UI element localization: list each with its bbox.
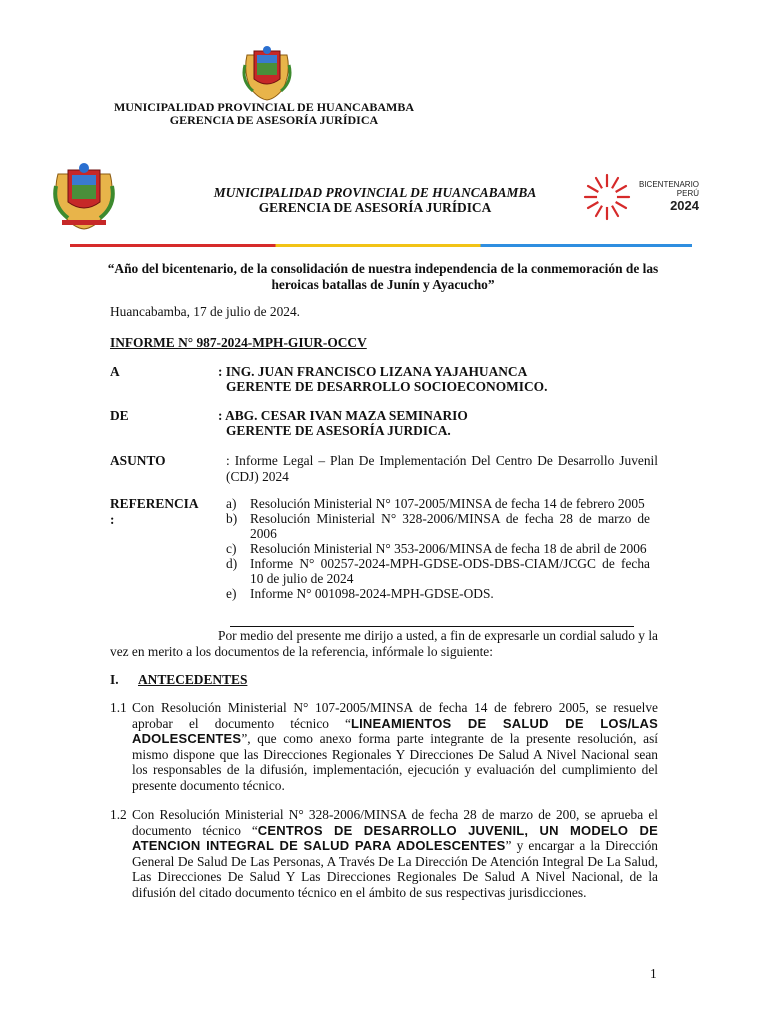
reference-item (226, 511, 650, 541)
reference-text: Resolución Ministerial N° 353-2006/MINSA de fecha 18 de abril de 2006 (250, 541, 647, 556)
item-text-pre: Con Resolución Ministerial N° 328-2006/MINSA de fecha 28 de marzo de 200, se aprueba el documento técnico “ (132, 807, 658, 838)
reference-text: Informe N° 00257-2024-MPH-GDSE-ODS-DBS-CIAM/JCGC de fecha 10 de julio de 2024 (250, 556, 650, 586)
reference-text: Resolución Ministerial N° 107-2005/MINSA de fecha 14 de febrero 2005 (250, 496, 645, 511)
header-main-line2: GERENCIA DE ASESORÍA JURÍDICA (258, 200, 492, 215)
reference-mark: d) (226, 556, 238, 571)
header-small-line2: GERENCIA DE ASESORÍA JURÍDICA (169, 113, 379, 127)
to-name: : ING. JUAN FRANCISCO LIZANA YAJAHUANCA (218, 364, 528, 379)
bicentenario-year: 2024 (670, 198, 699, 213)
reference-mark: b) (226, 511, 238, 526)
header-main-line1: MUNICIPALIDAD PROVINCIAL DE HUANCABAMBA (213, 185, 537, 200)
place-date: Huancabamba, 17 de julio de 2024. (110, 304, 301, 319)
from-name: : ABG. CESAR IVAN MAZA SEMINARIO (218, 408, 468, 423)
report-number: INFORME N° 987-2024-MPH-GIUR-OCCV (110, 335, 367, 350)
municipal-crest-large (52, 162, 116, 230)
reference-mark: e) (226, 586, 237, 601)
item-1-2 (110, 807, 658, 900)
bicentenario-logo (583, 172, 703, 222)
reference-label-colon: : (110, 512, 115, 527)
section-title: ANTECEDENTES (138, 672, 248, 687)
section-heading (110, 672, 247, 688)
item-number: 1.2 (110, 807, 127, 822)
to-label: A (110, 364, 120, 379)
reference-label-text: REFERENCIA (110, 496, 199, 511)
header-small-text (0, 101, 528, 127)
reference-item (226, 496, 650, 511)
item-text-post: ”, que como anexo forma parte integrante de la presente resolución, así mismo dispone que las Direcciones Regionales Y Direcciones De Salud A Nivel Nacional sean los responsables de la difusión, implementación, ejecución y evaluación del cumplimiento del presente documento técnico. (132, 731, 658, 793)
bicentenario-line1: BICENTENARIO (639, 180, 700, 189)
tricolor-divider (70, 244, 692, 247)
municipal-crest-small (241, 45, 293, 101)
subject-label: ASUNTO (110, 453, 166, 468)
reference-item (226, 556, 650, 586)
item-text-pre: Con Resolución Ministerial N° 107-2005/MINSA de fecha 14 de febrero 2005, se resuelve aprobar el documento técnico “ (132, 700, 658, 731)
reference-mark: a) (226, 496, 237, 511)
reference-item (226, 586, 650, 601)
from-position: GERENTE DE ASESORÍA JURDICA. (226, 423, 451, 438)
reference-item (226, 541, 650, 556)
bicentenario-line2: PERÚ (676, 189, 699, 198)
to-position: GERENTE DE DESARROLLO SOCIOECONOMICO. (226, 379, 548, 394)
reference-text: Informe N° 001098-2024-MPH-GDSE-ODS. (250, 586, 494, 601)
reference-label (110, 496, 199, 528)
reference-mark: c) (226, 541, 237, 556)
reference-text: Resolución Ministerial N° 328-2006/MINSA de fecha 28 de marzo de 2006 (250, 511, 650, 541)
item-text-post: ” y encargar a la Dirección General De Salud De Las Personas, A Través De La Dirección De Atención Integral De La Salud, Las Direcciones De Salud Y Las Direcciones Regionales De Salud A Nivel Nacional, de la difusión del citado documento técnico en el ámbito de sus respectivas jurisdicciones. (132, 838, 658, 900)
header-main-text (170, 185, 580, 215)
page-number: 1 (650, 966, 657, 981)
reference-list (226, 496, 650, 601)
item-1-1 (110, 700, 658, 793)
item-text-emphasis: LINEAMIENTOS DE SALUD DE LOS/LAS ADOLESCENTES (132, 715, 658, 746)
from-label: DE (110, 408, 129, 423)
item-text-emphasis: CENTROS DE DESARROLLO JUVENIL, UN MODELO DE ATENCION INTEGRAL DE SALUD PARA ADOLESCENTES (132, 822, 658, 853)
separator-line (230, 626, 634, 627)
subject-text: : Informe Legal – Plan De Implementación Del Centro De Desarrollo Juvenil (CDJ) 2024 (226, 453, 658, 484)
section-number: I. (110, 672, 119, 687)
header-small-line1: MUNICIPALIDAD PROVINCIAL DE HUANCABAMBA (113, 100, 415, 114)
intro-paragraph: Por medio del presente me dirijo a usted, a fin de expresarle un cordial saludo y la vez en merito a los documentos de la referencia, infórmale lo siguiente: (110, 628, 658, 659)
item-number: 1.1 (110, 700, 127, 715)
year-motto: “Año del bicentenario, de la consolidación de nuestra independencia de la conmemoración de las heroicas batallas de Junín y Ayacucho” (107, 261, 659, 292)
